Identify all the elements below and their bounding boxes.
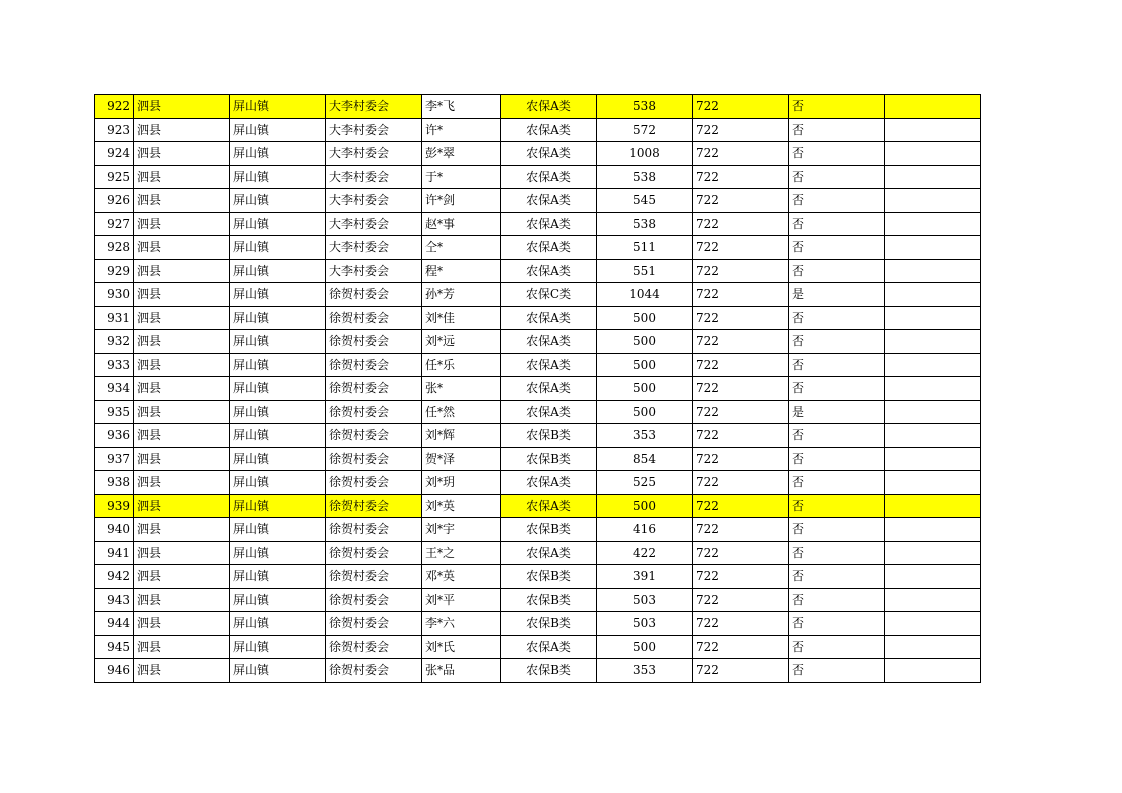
village-cell: 大李村委会 [326, 236, 422, 260]
note-cell [885, 142, 981, 166]
table-row [95, 165, 981, 189]
name-cell: 张*品 [422, 659, 501, 683]
table-row [95, 494, 981, 518]
town-cell: 屏山镇 [230, 283, 326, 307]
county-cell: 泗县 [134, 588, 230, 612]
county-cell: 泗县 [134, 189, 230, 213]
flag-cell: 否 [789, 353, 885, 377]
county-cell: 泗县 [134, 212, 230, 236]
row-number-cell: 938 [95, 471, 134, 495]
insurance-type-cell: 农保B类 [501, 518, 597, 542]
standard-cell: 722 [693, 236, 789, 260]
note-cell [885, 330, 981, 354]
table-row [95, 142, 981, 166]
amount-cell: 416 [597, 518, 693, 542]
table-row [95, 424, 981, 448]
note-cell [885, 377, 981, 401]
county-cell: 泗县 [134, 541, 230, 565]
amount-cell: 538 [597, 212, 693, 236]
table-row [95, 518, 981, 542]
table-row [95, 353, 981, 377]
village-cell: 徐贺村委会 [326, 377, 422, 401]
table-row [95, 565, 981, 589]
name-cell: 刘*英 [422, 494, 501, 518]
note-cell [885, 236, 981, 260]
row-number-cell: 944 [95, 612, 134, 636]
town-cell: 屏山镇 [230, 494, 326, 518]
county-cell: 泗县 [134, 165, 230, 189]
standard-cell: 722 [693, 165, 789, 189]
row-number-cell: 940 [95, 518, 134, 542]
standard-cell: 722 [693, 471, 789, 495]
name-cell: 刘*远 [422, 330, 501, 354]
name-cell: 仝* [422, 236, 501, 260]
note-cell [885, 588, 981, 612]
row-number-cell: 936 [95, 424, 134, 448]
county-cell: 泗县 [134, 142, 230, 166]
note-cell [885, 424, 981, 448]
county-cell: 泗县 [134, 447, 230, 471]
row-number-cell: 932 [95, 330, 134, 354]
name-cell: 孙*芳 [422, 283, 501, 307]
name-cell: 刘*平 [422, 588, 501, 612]
note-cell [885, 612, 981, 636]
town-cell: 屏山镇 [230, 635, 326, 659]
insurance-type-cell: 农保B类 [501, 447, 597, 471]
town-cell: 屏山镇 [230, 447, 326, 471]
table-row [95, 330, 981, 354]
row-number-cell: 929 [95, 259, 134, 283]
table-row [95, 635, 981, 659]
note-cell [885, 212, 981, 236]
insurance-type-cell: 农保A类 [501, 165, 597, 189]
name-cell: 任*然 [422, 400, 501, 424]
amount-cell: 500 [597, 377, 693, 401]
town-cell: 屏山镇 [230, 471, 326, 495]
flag-cell: 否 [789, 541, 885, 565]
insurance-type-cell: 农保B类 [501, 659, 597, 683]
town-cell: 屏山镇 [230, 95, 326, 119]
town-cell: 屏山镇 [230, 565, 326, 589]
county-cell: 泗县 [134, 612, 230, 636]
standard-cell: 722 [693, 424, 789, 448]
table-row [95, 283, 981, 307]
insurance-type-cell: 农保A类 [501, 471, 597, 495]
town-cell: 屏山镇 [230, 165, 326, 189]
village-cell: 徐贺村委会 [326, 518, 422, 542]
county-cell: 泗县 [134, 306, 230, 330]
flag-cell: 否 [789, 236, 885, 260]
table-row [95, 471, 981, 495]
village-cell: 大李村委会 [326, 118, 422, 142]
note-cell [885, 259, 981, 283]
county-cell: 泗县 [134, 635, 230, 659]
name-cell: 刘*玥 [422, 471, 501, 495]
name-cell: 任*乐 [422, 353, 501, 377]
name-cell: 李*飞 [422, 95, 501, 119]
insurance-type-cell: 农保A类 [501, 236, 597, 260]
amount-cell: 551 [597, 259, 693, 283]
town-cell: 屏山镇 [230, 588, 326, 612]
insurance-type-cell: 农保A类 [501, 494, 597, 518]
county-cell: 泗县 [134, 95, 230, 119]
note-cell [885, 447, 981, 471]
insurance-type-cell: 农保B类 [501, 424, 597, 448]
amount-cell: 854 [597, 447, 693, 471]
note-cell [885, 189, 981, 213]
note-cell [885, 306, 981, 330]
insurance-type-cell: 农保A类 [501, 306, 597, 330]
insurance-type-cell: 农保B类 [501, 565, 597, 589]
note-cell [885, 353, 981, 377]
note-cell [885, 165, 981, 189]
row-number-cell: 930 [95, 283, 134, 307]
amount-cell: 391 [597, 565, 693, 589]
standard-cell: 722 [693, 400, 789, 424]
town-cell: 屏山镇 [230, 330, 326, 354]
village-cell: 徐贺村委会 [326, 635, 422, 659]
amount-cell: 500 [597, 400, 693, 424]
flag-cell: 否 [789, 165, 885, 189]
standard-cell: 722 [693, 283, 789, 307]
village-cell: 大李村委会 [326, 165, 422, 189]
standard-cell: 722 [693, 659, 789, 683]
village-cell: 大李村委会 [326, 212, 422, 236]
amount-cell: 353 [597, 424, 693, 448]
insurance-type-cell: 农保A类 [501, 400, 597, 424]
flag-cell: 否 [789, 424, 885, 448]
flag-cell: 否 [789, 447, 885, 471]
amount-cell: 1044 [597, 283, 693, 307]
row-number-cell: 942 [95, 565, 134, 589]
table-row [95, 236, 981, 260]
town-cell: 屏山镇 [230, 518, 326, 542]
flag-cell: 是 [789, 283, 885, 307]
county-cell: 泗县 [134, 471, 230, 495]
town-cell: 屏山镇 [230, 259, 326, 283]
village-cell: 徐贺村委会 [326, 565, 422, 589]
row-number-cell: 923 [95, 118, 134, 142]
town-cell: 屏山镇 [230, 659, 326, 683]
name-cell: 邓*英 [422, 565, 501, 589]
town-cell: 屏山镇 [230, 612, 326, 636]
flag-cell: 否 [789, 142, 885, 166]
note-cell [885, 518, 981, 542]
flag-cell: 否 [789, 659, 885, 683]
amount-cell: 572 [597, 118, 693, 142]
insurance-type-cell: 农保B类 [501, 588, 597, 612]
row-number-cell: 922 [95, 95, 134, 119]
standard-cell: 722 [693, 118, 789, 142]
village-cell: 徐贺村委会 [326, 541, 422, 565]
table-row [95, 588, 981, 612]
standard-cell: 722 [693, 565, 789, 589]
amount-cell: 500 [597, 306, 693, 330]
table-row [95, 400, 981, 424]
standard-cell: 722 [693, 541, 789, 565]
insurance-type-cell: 农保A类 [501, 330, 597, 354]
row-number-cell: 945 [95, 635, 134, 659]
name-cell: 张* [422, 377, 501, 401]
note-cell [885, 471, 981, 495]
table-row [95, 306, 981, 330]
standard-cell: 722 [693, 494, 789, 518]
insurance-type-cell: 农保A类 [501, 377, 597, 401]
amount-cell: 525 [597, 471, 693, 495]
town-cell: 屏山镇 [230, 118, 326, 142]
village-cell: 徐贺村委会 [326, 400, 422, 424]
county-cell: 泗县 [134, 377, 230, 401]
county-cell: 泗县 [134, 283, 230, 307]
standard-cell: 722 [693, 612, 789, 636]
county-cell: 泗县 [134, 118, 230, 142]
row-number-cell: 946 [95, 659, 134, 683]
name-cell: 许* [422, 118, 501, 142]
town-cell: 屏山镇 [230, 400, 326, 424]
insurance-type-cell: 农保A类 [501, 142, 597, 166]
row-number-cell: 933 [95, 353, 134, 377]
insurance-type-cell: 农保A类 [501, 118, 597, 142]
amount-cell: 353 [597, 659, 693, 683]
county-cell: 泗县 [134, 259, 230, 283]
table-row [95, 377, 981, 401]
standard-cell: 722 [693, 353, 789, 377]
insurance-type-cell: 农保A类 [501, 259, 597, 283]
row-number-cell: 924 [95, 142, 134, 166]
row-number-cell: 927 [95, 212, 134, 236]
standard-cell: 722 [693, 212, 789, 236]
flag-cell: 否 [789, 95, 885, 119]
insurance-type-cell: 农保A类 [501, 635, 597, 659]
note-cell [885, 635, 981, 659]
standard-cell: 722 [693, 518, 789, 542]
town-cell: 屏山镇 [230, 541, 326, 565]
standard-cell: 722 [693, 259, 789, 283]
flag-cell: 否 [789, 189, 885, 213]
row-number-cell: 935 [95, 400, 134, 424]
note-cell [885, 283, 981, 307]
town-cell: 屏山镇 [230, 377, 326, 401]
table-row [95, 447, 981, 471]
row-number-cell: 926 [95, 189, 134, 213]
insurance-type-cell: 农保A类 [501, 541, 597, 565]
insurance-type-cell: 农保A类 [501, 212, 597, 236]
standard-cell: 722 [693, 588, 789, 612]
town-cell: 屏山镇 [230, 142, 326, 166]
standard-cell: 722 [693, 330, 789, 354]
village-cell: 徐贺村委会 [326, 353, 422, 377]
table-body [95, 95, 981, 683]
row-number-cell: 937 [95, 447, 134, 471]
village-cell: 徐贺村委会 [326, 306, 422, 330]
note-cell [885, 118, 981, 142]
county-cell: 泗县 [134, 518, 230, 542]
table-row [95, 118, 981, 142]
table-row [95, 612, 981, 636]
village-cell: 徐贺村委会 [326, 588, 422, 612]
town-cell: 屏山镇 [230, 306, 326, 330]
table-row [95, 95, 981, 119]
note-cell [885, 494, 981, 518]
note-cell [885, 541, 981, 565]
flag-cell: 否 [789, 635, 885, 659]
village-cell: 徐贺村委会 [326, 612, 422, 636]
insurance-type-cell: 农保A类 [501, 189, 597, 213]
name-cell: 刘*佳 [422, 306, 501, 330]
name-cell: 刘*氏 [422, 635, 501, 659]
table-row [95, 189, 981, 213]
table-row [95, 212, 981, 236]
standard-cell: 722 [693, 377, 789, 401]
insurance-type-cell: 农保A类 [501, 353, 597, 377]
name-cell: 于* [422, 165, 501, 189]
name-cell: 许*剑 [422, 189, 501, 213]
flag-cell: 否 [789, 471, 885, 495]
county-cell: 泗县 [134, 424, 230, 448]
row-number-cell: 925 [95, 165, 134, 189]
name-cell: 贺*泽 [422, 447, 501, 471]
county-cell: 泗县 [134, 494, 230, 518]
flag-cell: 否 [789, 518, 885, 542]
note-cell [885, 565, 981, 589]
amount-cell: 538 [597, 95, 693, 119]
flag-cell: 否 [789, 565, 885, 589]
county-cell: 泗县 [134, 659, 230, 683]
standard-cell: 722 [693, 142, 789, 166]
amount-cell: 500 [597, 494, 693, 518]
county-cell: 泗县 [134, 400, 230, 424]
amount-cell: 545 [597, 189, 693, 213]
town-cell: 屏山镇 [230, 189, 326, 213]
village-cell: 大李村委会 [326, 142, 422, 166]
note-cell [885, 659, 981, 683]
village-cell: 大李村委会 [326, 95, 422, 119]
row-number-cell: 943 [95, 588, 134, 612]
flag-cell: 否 [789, 588, 885, 612]
name-cell: 王*之 [422, 541, 501, 565]
insurance-type-cell: 农保C类 [501, 283, 597, 307]
insurance-type-cell: 农保A类 [501, 95, 597, 119]
row-number-cell: 934 [95, 377, 134, 401]
amount-cell: 1008 [597, 142, 693, 166]
county-cell: 泗县 [134, 565, 230, 589]
name-cell: 李*六 [422, 612, 501, 636]
town-cell: 屏山镇 [230, 353, 326, 377]
table-row [95, 541, 981, 565]
name-cell: 彭*翠 [422, 142, 501, 166]
standard-cell: 722 [693, 306, 789, 330]
row-number-cell: 928 [95, 236, 134, 260]
flag-cell: 否 [789, 306, 885, 330]
town-cell: 屏山镇 [230, 424, 326, 448]
data-table [94, 94, 981, 683]
amount-cell: 511 [597, 236, 693, 260]
amount-cell: 538 [597, 165, 693, 189]
row-number-cell: 939 [95, 494, 134, 518]
amount-cell: 500 [597, 330, 693, 354]
flag-cell: 否 [789, 212, 885, 236]
town-cell: 屏山镇 [230, 212, 326, 236]
village-cell: 徐贺村委会 [326, 659, 422, 683]
row-number-cell: 931 [95, 306, 134, 330]
standard-cell: 722 [693, 635, 789, 659]
amount-cell: 500 [597, 635, 693, 659]
flag-cell: 否 [789, 377, 885, 401]
village-cell: 徐贺村委会 [326, 283, 422, 307]
table-row [95, 259, 981, 283]
table-row [95, 659, 981, 683]
note-cell [885, 95, 981, 119]
standard-cell: 722 [693, 95, 789, 119]
county-cell: 泗县 [134, 236, 230, 260]
amount-cell: 503 [597, 612, 693, 636]
village-cell: 徐贺村委会 [326, 471, 422, 495]
flag-cell: 否 [789, 494, 885, 518]
flag-cell: 否 [789, 259, 885, 283]
town-cell: 屏山镇 [230, 236, 326, 260]
village-cell: 大李村委会 [326, 259, 422, 283]
flag-cell: 是 [789, 400, 885, 424]
standard-cell: 722 [693, 189, 789, 213]
amount-cell: 500 [597, 353, 693, 377]
name-cell: 刘*辉 [422, 424, 501, 448]
village-cell: 徐贺村委会 [326, 330, 422, 354]
name-cell: 赵*事 [422, 212, 501, 236]
insurance-type-cell: 农保B类 [501, 612, 597, 636]
name-cell: 程* [422, 259, 501, 283]
row-number-cell: 941 [95, 541, 134, 565]
village-cell: 徐贺村委会 [326, 424, 422, 448]
village-cell: 徐贺村委会 [326, 447, 422, 471]
name-cell: 刘*宇 [422, 518, 501, 542]
county-cell: 泗县 [134, 353, 230, 377]
amount-cell: 503 [597, 588, 693, 612]
county-cell: 泗县 [134, 330, 230, 354]
flag-cell: 否 [789, 330, 885, 354]
village-cell: 徐贺村委会 [326, 494, 422, 518]
flag-cell: 否 [789, 118, 885, 142]
standard-cell: 722 [693, 447, 789, 471]
village-cell: 大李村委会 [326, 189, 422, 213]
flag-cell: 否 [789, 612, 885, 636]
note-cell [885, 400, 981, 424]
amount-cell: 422 [597, 541, 693, 565]
